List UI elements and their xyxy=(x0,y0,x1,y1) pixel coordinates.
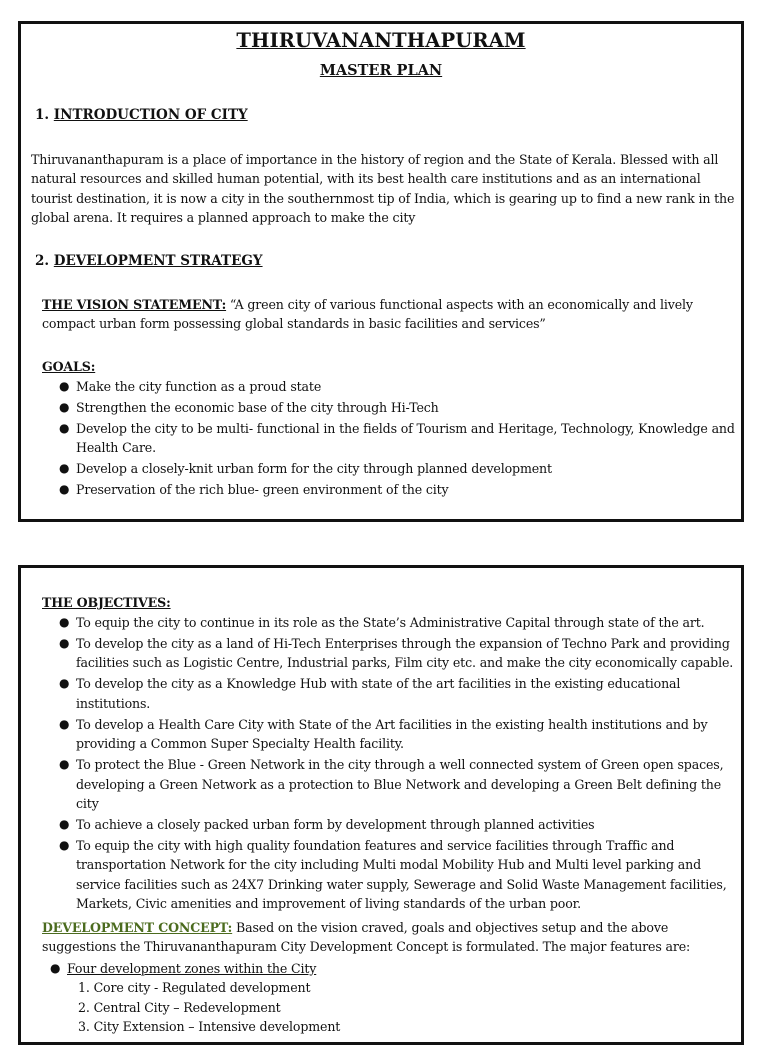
list-item-text: Make the city function as a proud state xyxy=(76,379,322,394)
list-item xyxy=(42,755,742,814)
bullet-icon: ● xyxy=(50,961,61,975)
zones-list xyxy=(78,978,738,1037)
document-page-2 xyxy=(18,565,744,1045)
bullet-icon: ● xyxy=(59,676,70,691)
list-item xyxy=(42,613,742,633)
objectives-list xyxy=(42,613,742,914)
objectives-label-text: THE OBJECTIVES: xyxy=(42,595,171,610)
bullet-icon: ● xyxy=(59,816,70,831)
zones-heading-list xyxy=(33,959,733,979)
list-item xyxy=(42,836,742,914)
section-title: DEVELOPMENT STRATEGY xyxy=(53,253,263,269)
list-item xyxy=(42,815,742,835)
section-number: 2. xyxy=(35,253,50,269)
section-heading-strategy xyxy=(35,253,263,269)
bullet-icon: ● xyxy=(59,756,70,771)
introduction-paragraph: Thiruvananthapuram is a place of importance in the history of region and the State of Kerala. Blessed with all natural resources and skilled human potential, with its best health care institutions and as an international tourist destination, it is now a city in the southernmost tip of India, which is gearing up to find a new rank in the global arena. It requires a planned approach to make the city xyxy=(31,152,735,225)
list-item-text: To develop the city as a Knowledge Hub with state of the art facilities in the existing educational institutions. xyxy=(76,676,681,711)
list-item xyxy=(42,480,742,500)
list-item xyxy=(33,959,733,979)
development-concept-text: Based on the vision craved, goals and objectives setup and the above suggestions the Thiruvananthapuram City Development Concept is formulated. The major features are: xyxy=(42,920,691,955)
list-item xyxy=(42,459,742,479)
list-item-text: Preservation of the rich blue- green environment of the city xyxy=(76,481,449,497)
bullet-icon: ● xyxy=(59,615,70,629)
document-title: THIRUVANANTHAPURAM xyxy=(236,29,526,52)
document-page-1 xyxy=(18,21,744,522)
list-item-text: To achieve a closely packed urban form by development through planned activities xyxy=(76,816,595,832)
zones-heading: Four development zones within the City xyxy=(67,961,317,976)
list-item: 3. City Extension – Intensive development xyxy=(78,1019,341,1034)
list-item-text: To equip the city with high quality foundation features and service facilities through Traffic and transportation Network for the city including Multi modal Mobility Hub and Multi level parking and service facilities such as 24X7 Drinking water supply, Sewerage and Solid Waste Management facilities, Markets, Civic amenities and improvement of living standards of the urban poor. xyxy=(76,837,727,912)
section-title: INTRODUCTION OF CITY xyxy=(53,107,248,123)
list-item xyxy=(42,634,742,673)
development-concept-label: DEVELOPMENT CONCEPT: xyxy=(42,920,233,935)
section-number: 1. xyxy=(35,107,50,123)
vision-statement-label: THE VISION STATEMENT: xyxy=(42,297,227,312)
list-item xyxy=(42,715,742,754)
bullet-icon: ● xyxy=(59,399,70,414)
bullet-icon: ● xyxy=(59,481,70,496)
list-item-text: To protect the Blue - Green Network in the city through a well connected system of Green open spaces, developing a Green Network as a protection to Blue Network and developing a Green Belt defining the city xyxy=(76,756,724,812)
bullet-icon: ● xyxy=(59,635,70,650)
goals-list xyxy=(42,377,742,499)
bullet-icon: ● xyxy=(59,379,70,393)
list-item xyxy=(42,398,742,418)
section-heading-introduction xyxy=(35,107,248,123)
list-item xyxy=(42,674,742,713)
document-subtitle: MASTER PLAN xyxy=(319,62,443,79)
bullet-icon: ● xyxy=(59,837,70,852)
list-item-text: Strengthen the economic base of the city through Hi-Tech xyxy=(76,399,439,415)
development-concept xyxy=(42,918,742,957)
list-item: 2. Central City – Redevelopment xyxy=(78,999,281,1015)
objectives-label xyxy=(42,593,171,612)
vision-statement xyxy=(42,295,742,334)
list-item xyxy=(42,419,742,458)
bullet-icon: ● xyxy=(59,716,70,731)
goals-label-text: GOALS: xyxy=(42,359,96,374)
list-item-text: Develop a closely-knit urban form for the city through planned development xyxy=(76,460,552,476)
list-item-text: To develop the city as a land of Hi-Tech Enterprises through the expansion of Techno Park and providing facilities such as Logistic Centre, Industrial parks, Film city etc. and make the city economically capable. xyxy=(76,635,734,671)
bullet-icon: ● xyxy=(59,420,70,435)
goals-label xyxy=(42,357,95,376)
bullet-icon: ● xyxy=(59,460,70,475)
list-item-text: Develop the city to be multi- functional in the fields of Tourism and Heritage, Technology, Knowledge and Health Care. xyxy=(76,420,735,456)
vision-statement-text: “A green city of various functional aspects with an economically and lively compact urban form possessing global standards in basic facilities and services” xyxy=(42,297,693,332)
list-item-text: To develop a Health Care City with State of the Art facilities in the existing health institutions and by providing a Common Super Specialty Health facility. xyxy=(76,716,708,752)
list-item-text: To equip the city to continue in its role as the State’s Administrative Capital through state of the art. xyxy=(76,615,705,630)
list-item: 1. Core city - Regulated development xyxy=(78,980,311,995)
list-item xyxy=(42,377,742,397)
